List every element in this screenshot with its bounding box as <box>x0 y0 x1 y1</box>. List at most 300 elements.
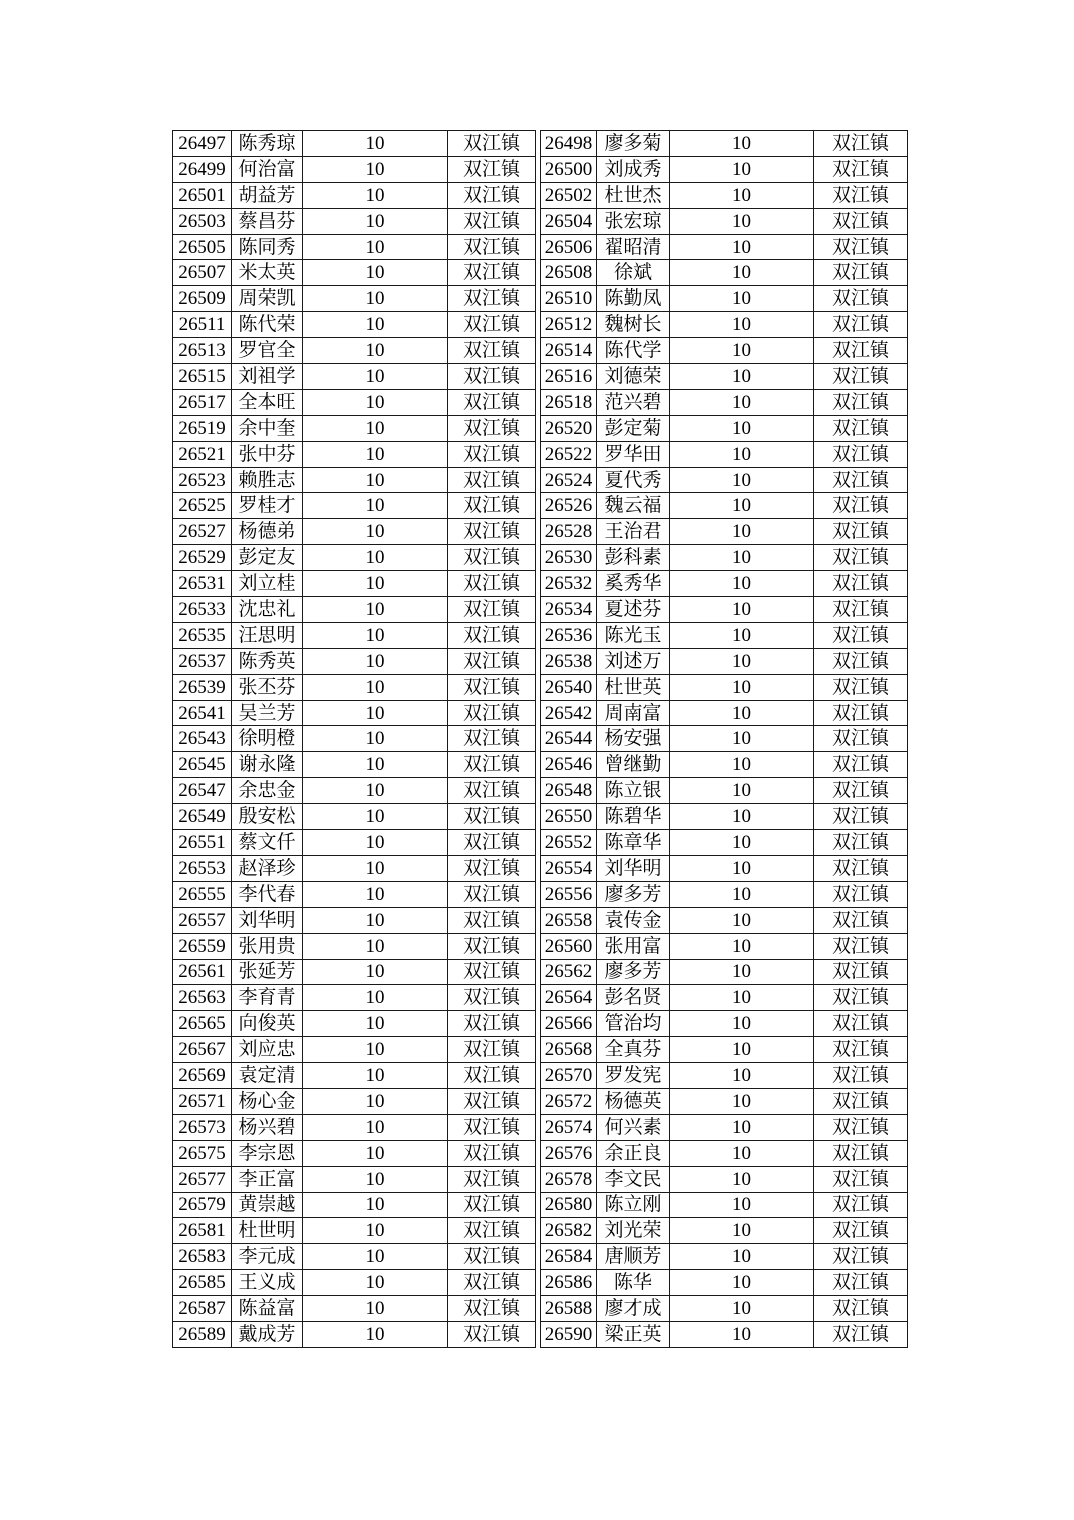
table-row <box>541 1244 908 1270</box>
table-row <box>541 1218 908 1244</box>
town-cell: 双江镇 <box>814 752 908 778</box>
person-name-cell: 彭名贤 <box>597 985 670 1011</box>
person-name-cell: 刘成秀 <box>597 156 670 182</box>
person-name-cell: 陈碧华 <box>597 804 670 830</box>
town-cell: 双江镇 <box>814 1192 908 1218</box>
person-id-cell: 26560 <box>541 933 597 959</box>
table-row <box>541 597 908 623</box>
person-name-cell: 蔡文仟 <box>232 830 303 856</box>
town-cell: 双江镇 <box>814 1166 908 1192</box>
town-cell: 双江镇 <box>448 1296 536 1322</box>
table-row <box>541 1011 908 1037</box>
person-name-cell: 陈秀琼 <box>232 131 303 157</box>
table-row <box>173 415 536 441</box>
town-cell: 双江镇 <box>448 1244 536 1270</box>
amount-cell: 10 <box>670 493 814 519</box>
person-id-cell: 26579 <box>173 1192 232 1218</box>
table-row <box>541 804 908 830</box>
table-row <box>541 881 908 907</box>
person-id-cell: 26535 <box>173 622 232 648</box>
amount-cell: 10 <box>670 985 814 1011</box>
town-cell: 双江镇 <box>814 1088 908 1114</box>
amount-cell: 10 <box>303 234 448 260</box>
table-row <box>541 985 908 1011</box>
roster-table-right <box>540 130 908 1348</box>
amount-cell: 10 <box>303 1270 448 1296</box>
person-name-cell: 吴兰芳 <box>232 700 303 726</box>
amount-cell: 10 <box>303 338 448 364</box>
town-cell: 双江镇 <box>448 1218 536 1244</box>
person-id-cell: 26500 <box>541 156 597 182</box>
table-row <box>541 622 908 648</box>
table-row <box>541 1088 908 1114</box>
person-id-cell: 26588 <box>541 1296 597 1322</box>
town-cell: 双江镇 <box>814 933 908 959</box>
roster-tables <box>172 130 908 1348</box>
person-id-cell: 26498 <box>541 131 597 157</box>
amount-cell: 10 <box>670 804 814 830</box>
person-name-cell: 罗华田 <box>597 441 670 467</box>
person-id-cell: 26580 <box>541 1192 597 1218</box>
person-name-cell: 李代春 <box>232 881 303 907</box>
table-row <box>173 441 536 467</box>
person-name-cell: 罗发宪 <box>597 1063 670 1089</box>
table-row <box>541 493 908 519</box>
table-row <box>173 830 536 856</box>
town-cell: 双江镇 <box>448 1114 536 1140</box>
town-cell: 双江镇 <box>448 1140 536 1166</box>
table-row <box>173 1011 536 1037</box>
person-id-cell: 26507 <box>173 260 232 286</box>
town-cell: 双江镇 <box>814 234 908 260</box>
amount-cell: 10 <box>670 571 814 597</box>
table-row <box>541 260 908 286</box>
person-id-cell: 26523 <box>173 467 232 493</box>
table-row <box>541 286 908 312</box>
amount-cell: 10 <box>670 1011 814 1037</box>
table-row <box>541 156 908 182</box>
town-cell: 双江镇 <box>448 338 536 364</box>
person-id-cell: 26533 <box>173 597 232 623</box>
town-cell: 双江镇 <box>814 389 908 415</box>
amount-cell: 10 <box>670 1296 814 1322</box>
person-id-cell: 26577 <box>173 1166 232 1192</box>
table-row <box>173 881 536 907</box>
table-row <box>173 545 536 571</box>
person-id-cell: 26550 <box>541 804 597 830</box>
person-name-cell: 刘祖学 <box>232 364 303 390</box>
amount-cell: 10 <box>303 1244 448 1270</box>
person-name-cell: 杨德弟 <box>232 519 303 545</box>
table-row <box>173 959 536 985</box>
table-row <box>173 1166 536 1192</box>
table-row <box>173 622 536 648</box>
amount-cell: 10 <box>303 1114 448 1140</box>
person-name-cell: 夏代秀 <box>597 467 670 493</box>
person-name-cell: 蔡昌芬 <box>232 208 303 234</box>
person-name-cell: 管治均 <box>597 1011 670 1037</box>
person-id-cell: 26561 <box>173 959 232 985</box>
table-row <box>541 415 908 441</box>
person-id-cell: 26574 <box>541 1114 597 1140</box>
town-cell: 双江镇 <box>814 415 908 441</box>
amount-cell: 10 <box>303 312 448 338</box>
person-name-cell: 张宏琼 <box>597 208 670 234</box>
amount-cell: 10 <box>670 1063 814 1089</box>
town-cell: 双江镇 <box>448 907 536 933</box>
table-row <box>541 648 908 674</box>
town-cell: 双江镇 <box>814 441 908 467</box>
amount-cell: 10 <box>670 597 814 623</box>
person-name-cell: 王义成 <box>232 1270 303 1296</box>
person-name-cell: 刘德荣 <box>597 364 670 390</box>
town-cell: 双江镇 <box>448 131 536 157</box>
amount-cell: 10 <box>303 1296 448 1322</box>
town-cell: 双江镇 <box>814 1037 908 1063</box>
person-id-cell: 26582 <box>541 1218 597 1244</box>
town-cell: 双江镇 <box>448 1192 536 1218</box>
amount-cell: 10 <box>303 1218 448 1244</box>
person-name-cell: 唐顺芳 <box>597 1244 670 1270</box>
table-row <box>173 571 536 597</box>
town-cell: 双江镇 <box>448 933 536 959</box>
amount-cell: 10 <box>303 674 448 700</box>
amount-cell: 10 <box>303 1063 448 1089</box>
person-id-cell: 26565 <box>173 1011 232 1037</box>
town-cell: 双江镇 <box>814 1218 908 1244</box>
person-name-cell: 王治君 <box>597 519 670 545</box>
amount-cell: 10 <box>303 597 448 623</box>
town-cell: 双江镇 <box>814 312 908 338</box>
town-cell: 双江镇 <box>814 804 908 830</box>
person-id-cell: 26524 <box>541 467 597 493</box>
table-row <box>173 1218 536 1244</box>
person-id-cell: 26558 <box>541 907 597 933</box>
table-row <box>173 1296 536 1322</box>
town-cell: 双江镇 <box>448 156 536 182</box>
town-cell: 双江镇 <box>448 234 536 260</box>
person-name-cell: 赵泽珍 <box>232 855 303 881</box>
person-name-cell: 李元成 <box>232 1244 303 1270</box>
person-name-cell: 刘华明 <box>597 855 670 881</box>
person-name-cell: 奚秀华 <box>597 571 670 597</box>
table-row <box>173 1192 536 1218</box>
person-name-cell: 夏述芬 <box>597 597 670 623</box>
person-name-cell: 汪思明 <box>232 622 303 648</box>
town-cell: 双江镇 <box>448 389 536 415</box>
person-name-cell: 杜世杰 <box>597 182 670 208</box>
person-name-cell: 陈章华 <box>597 830 670 856</box>
table-row <box>173 648 536 674</box>
amount-cell: 10 <box>303 1192 448 1218</box>
person-name-cell: 赖胜志 <box>232 467 303 493</box>
person-id-cell: 26571 <box>173 1088 232 1114</box>
town-cell: 双江镇 <box>814 208 908 234</box>
person-id-cell: 26527 <box>173 519 232 545</box>
table-row <box>173 389 536 415</box>
amount-cell: 10 <box>303 545 448 571</box>
amount-cell: 10 <box>670 156 814 182</box>
person-name-cell: 李正富 <box>232 1166 303 1192</box>
table-row <box>541 389 908 415</box>
person-name-cell: 徐斌 <box>597 260 670 286</box>
person-name-cell: 周南富 <box>597 700 670 726</box>
person-id-cell: 26546 <box>541 752 597 778</box>
town-cell: 双江镇 <box>814 156 908 182</box>
person-name-cell: 刘华明 <box>232 907 303 933</box>
person-name-cell: 陈代学 <box>597 338 670 364</box>
town-cell: 双江镇 <box>448 855 536 881</box>
person-id-cell: 26543 <box>173 726 232 752</box>
person-name-cell: 陈益富 <box>232 1296 303 1322</box>
person-name-cell: 戴成芳 <box>232 1321 303 1347</box>
amount-cell: 10 <box>303 881 448 907</box>
person-id-cell: 26516 <box>541 364 597 390</box>
table-row <box>541 364 908 390</box>
amount-cell: 10 <box>670 933 814 959</box>
town-cell: 双江镇 <box>814 830 908 856</box>
table-row <box>541 778 908 804</box>
town-cell: 双江镇 <box>448 364 536 390</box>
town-cell: 双江镇 <box>448 1037 536 1063</box>
roster-table-left <box>172 130 536 1348</box>
town-cell: 双江镇 <box>814 338 908 364</box>
town-cell: 双江镇 <box>448 674 536 700</box>
amount-cell: 10 <box>303 364 448 390</box>
person-id-cell: 26544 <box>541 726 597 752</box>
amount-cell: 10 <box>303 700 448 726</box>
table-row <box>541 855 908 881</box>
amount-cell: 10 <box>303 959 448 985</box>
amount-cell: 10 <box>670 234 814 260</box>
table-row <box>541 1166 908 1192</box>
person-name-cell: 魏云福 <box>597 493 670 519</box>
person-name-cell: 张用富 <box>597 933 670 959</box>
town-cell: 双江镇 <box>814 700 908 726</box>
table-row <box>173 933 536 959</box>
person-name-cell: 陈立银 <box>597 778 670 804</box>
person-id-cell: 26564 <box>541 985 597 1011</box>
person-name-cell: 袁定清 <box>232 1063 303 1089</box>
person-name-cell: 袁传金 <box>597 907 670 933</box>
amount-cell: 10 <box>303 286 448 312</box>
amount-cell: 10 <box>670 1114 814 1140</box>
amount-cell: 10 <box>670 467 814 493</box>
town-cell: 双江镇 <box>448 752 536 778</box>
person-name-cell: 彭定友 <box>232 545 303 571</box>
person-id-cell: 26518 <box>541 389 597 415</box>
table-row <box>541 1114 908 1140</box>
table-row <box>173 208 536 234</box>
person-id-cell: 26522 <box>541 441 597 467</box>
amount-cell: 10 <box>670 131 814 157</box>
amount-cell: 10 <box>670 1140 814 1166</box>
table-row <box>541 752 908 778</box>
person-name-cell: 陈代荣 <box>232 312 303 338</box>
town-cell: 双江镇 <box>448 985 536 1011</box>
amount-cell: 10 <box>303 648 448 674</box>
table-row <box>173 312 536 338</box>
person-name-cell: 全真芬 <box>597 1037 670 1063</box>
person-id-cell: 26569 <box>173 1063 232 1089</box>
person-name-cell: 范兴碧 <box>597 389 670 415</box>
person-id-cell: 26531 <box>173 571 232 597</box>
amount-cell: 10 <box>670 312 814 338</box>
amount-cell: 10 <box>303 1321 448 1347</box>
amount-cell: 10 <box>670 778 814 804</box>
table-row <box>541 131 908 157</box>
table-row <box>541 1296 908 1322</box>
town-cell: 双江镇 <box>814 1140 908 1166</box>
person-id-cell: 26583 <box>173 1244 232 1270</box>
amount-cell: 10 <box>303 389 448 415</box>
person-name-cell: 彭科素 <box>597 545 670 571</box>
amount-cell: 10 <box>670 648 814 674</box>
person-name-cell: 张用贵 <box>232 933 303 959</box>
person-id-cell: 26548 <box>541 778 597 804</box>
amount-cell: 10 <box>303 1166 448 1192</box>
town-cell: 双江镇 <box>814 286 908 312</box>
person-name-cell: 陈勤凤 <box>597 286 670 312</box>
town-cell: 双江镇 <box>448 1270 536 1296</box>
person-id-cell: 26572 <box>541 1088 597 1114</box>
person-name-cell: 余忠金 <box>232 778 303 804</box>
person-name-cell: 谢永隆 <box>232 752 303 778</box>
table-row <box>173 674 536 700</box>
person-id-cell: 26563 <box>173 985 232 1011</box>
person-id-cell: 26513 <box>173 338 232 364</box>
person-name-cell: 刘应忠 <box>232 1037 303 1063</box>
person-id-cell: 26503 <box>173 208 232 234</box>
town-cell: 双江镇 <box>448 1063 536 1089</box>
table-row <box>541 674 908 700</box>
person-id-cell: 26555 <box>173 881 232 907</box>
person-name-cell: 刘述万 <box>597 648 670 674</box>
amount-cell: 10 <box>303 1088 448 1114</box>
person-id-cell: 26576 <box>541 1140 597 1166</box>
person-name-cell: 周荣凯 <box>232 286 303 312</box>
amount-cell: 10 <box>670 674 814 700</box>
person-id-cell: 26510 <box>541 286 597 312</box>
town-cell: 双江镇 <box>814 131 908 157</box>
town-cell: 双江镇 <box>814 571 908 597</box>
person-name-cell: 张丕芬 <box>232 674 303 700</box>
amount-cell: 10 <box>303 415 448 441</box>
amount-cell: 10 <box>303 752 448 778</box>
person-id-cell: 26589 <box>173 1321 232 1347</box>
person-id-cell: 26554 <box>541 855 597 881</box>
person-name-cell: 李宗恩 <box>232 1140 303 1166</box>
person-id-cell: 26501 <box>173 182 232 208</box>
table-row <box>173 1114 536 1140</box>
town-cell: 双江镇 <box>448 519 536 545</box>
town-cell: 双江镇 <box>814 959 908 985</box>
person-id-cell: 26521 <box>173 441 232 467</box>
table-row <box>173 519 536 545</box>
table-row <box>173 364 536 390</box>
roster-table-left-body <box>173 131 536 1348</box>
person-id-cell: 26539 <box>173 674 232 700</box>
town-cell: 双江镇 <box>448 830 536 856</box>
person-name-cell: 杨安强 <box>597 726 670 752</box>
table-row <box>173 1270 536 1296</box>
town-cell: 双江镇 <box>448 182 536 208</box>
person-id-cell: 26585 <box>173 1270 232 1296</box>
table-row <box>541 726 908 752</box>
amount-cell: 10 <box>303 571 448 597</box>
town-cell: 双江镇 <box>814 881 908 907</box>
amount-cell: 10 <box>670 182 814 208</box>
person-id-cell: 26559 <box>173 933 232 959</box>
person-name-cell: 刘立桂 <box>232 571 303 597</box>
town-cell: 双江镇 <box>814 985 908 1011</box>
table-row <box>541 933 908 959</box>
person-id-cell: 26512 <box>541 312 597 338</box>
amount-cell: 10 <box>303 260 448 286</box>
table-row <box>541 182 908 208</box>
town-cell: 双江镇 <box>814 855 908 881</box>
amount-cell: 10 <box>670 907 814 933</box>
amount-cell: 10 <box>670 364 814 390</box>
person-id-cell: 26530 <box>541 545 597 571</box>
person-name-cell: 廖多芳 <box>597 959 670 985</box>
person-id-cell: 26520 <box>541 415 597 441</box>
town-cell: 双江镇 <box>448 804 536 830</box>
person-name-cell: 梁正英 <box>597 1321 670 1347</box>
table-row <box>173 1244 536 1270</box>
person-name-cell: 翟昭清 <box>597 234 670 260</box>
town-cell: 双江镇 <box>814 1296 908 1322</box>
amount-cell: 10 <box>303 493 448 519</box>
person-name-cell: 陈同秀 <box>232 234 303 260</box>
person-id-cell: 26536 <box>541 622 597 648</box>
person-id-cell: 26562 <box>541 959 597 985</box>
person-name-cell: 张中芬 <box>232 441 303 467</box>
person-id-cell: 26567 <box>173 1037 232 1063</box>
table-row <box>541 1063 908 1089</box>
amount-cell: 10 <box>670 1218 814 1244</box>
town-cell: 双江镇 <box>448 415 536 441</box>
person-name-cell: 李育青 <box>232 985 303 1011</box>
amount-cell: 10 <box>303 804 448 830</box>
amount-cell: 10 <box>670 855 814 881</box>
person-id-cell: 26504 <box>541 208 597 234</box>
table-row <box>173 156 536 182</box>
table-row <box>173 778 536 804</box>
table-row <box>173 338 536 364</box>
person-name-cell: 向俊英 <box>232 1011 303 1037</box>
table-row <box>541 907 908 933</box>
amount-cell: 10 <box>670 415 814 441</box>
town-cell: 双江镇 <box>814 1114 908 1140</box>
person-id-cell: 26528 <box>541 519 597 545</box>
amount-cell: 10 <box>670 1321 814 1347</box>
town-cell: 双江镇 <box>814 648 908 674</box>
amount-cell: 10 <box>670 1037 814 1063</box>
table-row <box>173 907 536 933</box>
person-name-cell: 刘光荣 <box>597 1218 670 1244</box>
table-row <box>173 467 536 493</box>
person-name-cell: 徐明橙 <box>232 726 303 752</box>
town-cell: 双江镇 <box>814 182 908 208</box>
person-id-cell: 26573 <box>173 1114 232 1140</box>
table-row <box>173 286 536 312</box>
amount-cell: 10 <box>303 830 448 856</box>
town-cell: 双江镇 <box>814 493 908 519</box>
town-cell: 双江镇 <box>814 545 908 571</box>
person-id-cell: 26545 <box>173 752 232 778</box>
amount-cell: 10 <box>670 260 814 286</box>
